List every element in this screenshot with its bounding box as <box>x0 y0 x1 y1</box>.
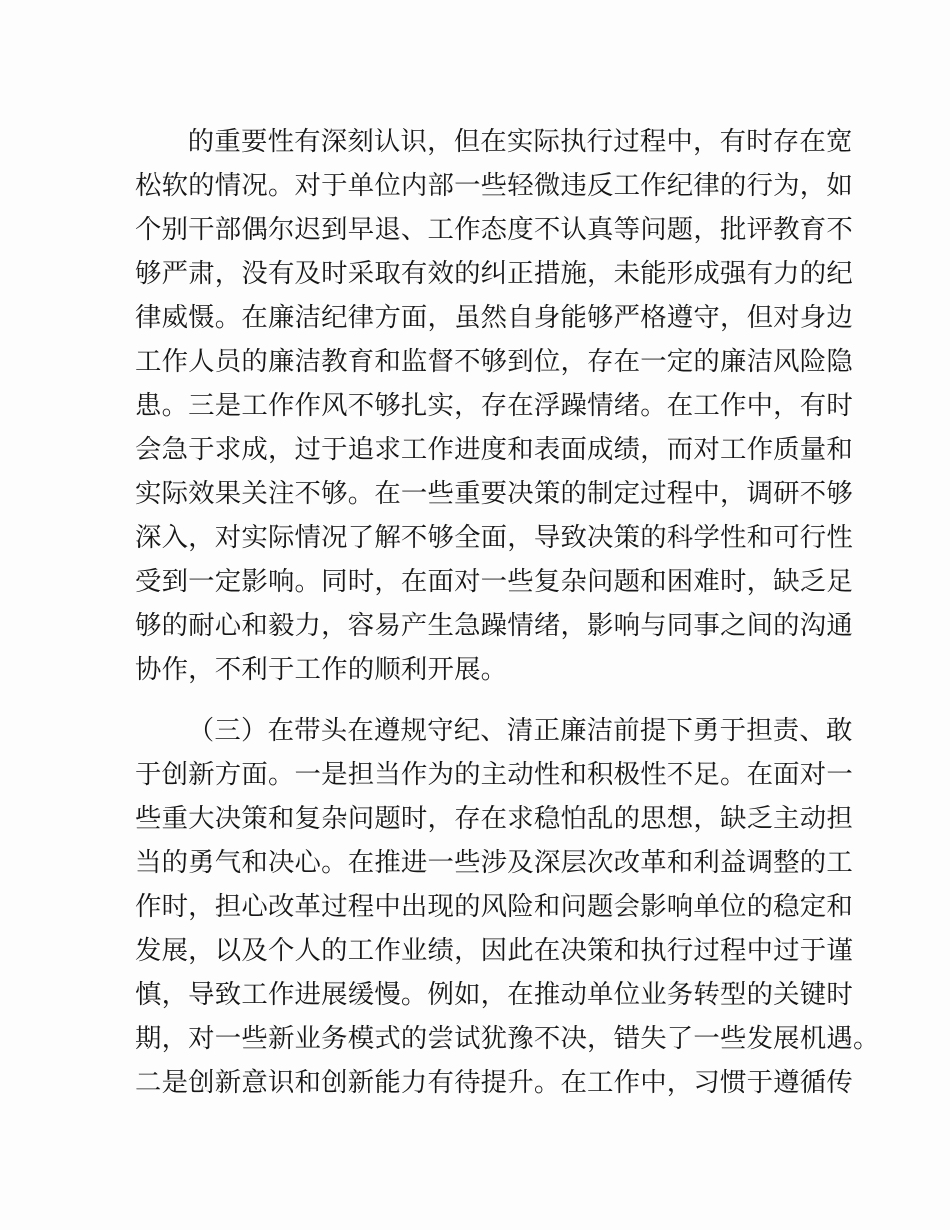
text-line: 会急于求成，过于追求工作进度和表面成绩，而对工作质量和 <box>135 434 853 464</box>
paragraph-1 <box>135 119 865 691</box>
text-line: 发展，以及个人的工作业绩，因此在决策和执行过程中过于谨 <box>135 935 853 965</box>
text-line: 当的勇气和决心。在推进一些涉及深层次改革和利益调整的工 <box>135 847 853 877</box>
text-line: 期，对一些新业务模式的尝试犹豫不决，错失了一些发展机遇。 <box>135 1023 880 1053</box>
text-line: 慎，导致工作进展缓慢。例如，在推动单位业务转型的关键时 <box>135 979 853 1009</box>
text-line: 协作，不利于工作的顺利开展。 <box>135 654 508 684</box>
text-line: 够的耐心和毅力，容易产生急躁情绪，影响与同事之间的沟通 <box>135 610 853 640</box>
document-content <box>135 119 880 1104</box>
text-line: 受到一定影响。同时，在面对一些复杂问题和困难时，缺乏足 <box>135 566 853 596</box>
text-line: 二是创新意识和创新能力有待提升。在工作中，习惯于遵循传 <box>135 1067 853 1097</box>
paragraph-2 <box>135 708 880 1104</box>
text-line: 于创新方面。一是担当作为的主动性和积极性不足。在面对一 <box>135 759 853 789</box>
text-line: 律威慑。在廉洁纪律方面，虽然自身能够严格遵守，但对身边 <box>135 302 853 332</box>
text-line: 的重要性有深刻认识，但在实际执行过程中，有时存在宽 <box>187 126 853 156</box>
text-line: （三）在带头在遵规守纪、清正廉洁前提下勇于担责、敢 <box>187 715 853 745</box>
text-line: 个别干部偶尔迟到早退、工作态度不认真等问题，批评教育不 <box>135 214 853 244</box>
text-line: 够严肃，没有及时采取有效的纠正措施，未能形成强有力的纪 <box>135 258 853 288</box>
text-line: 工作人员的廉洁教育和监督不够到位，存在一定的廉洁风险隐 <box>135 346 853 376</box>
text-line: 深入，对实际情况了解不够全面，导致决策的科学性和可行性 <box>135 522 853 552</box>
text-line: 实际效果关注不够。在一些重要决策的制定过程中，调研不够 <box>135 478 853 508</box>
text-line: 些重大决策和复杂问题时，存在求稳怕乱的思想，缺乏主动担 <box>135 803 853 833</box>
text-line: 松软的情况。对于单位内部一些轻微违反工作纪律的行为，如 <box>135 170 853 200</box>
text-line: 患。三是工作作风不够扎实，存在浮躁情绪。在工作中，有时 <box>135 390 853 420</box>
text-line: 作时，担心改革过程中出现的风险和问题会影响单位的稳定和 <box>135 891 853 921</box>
